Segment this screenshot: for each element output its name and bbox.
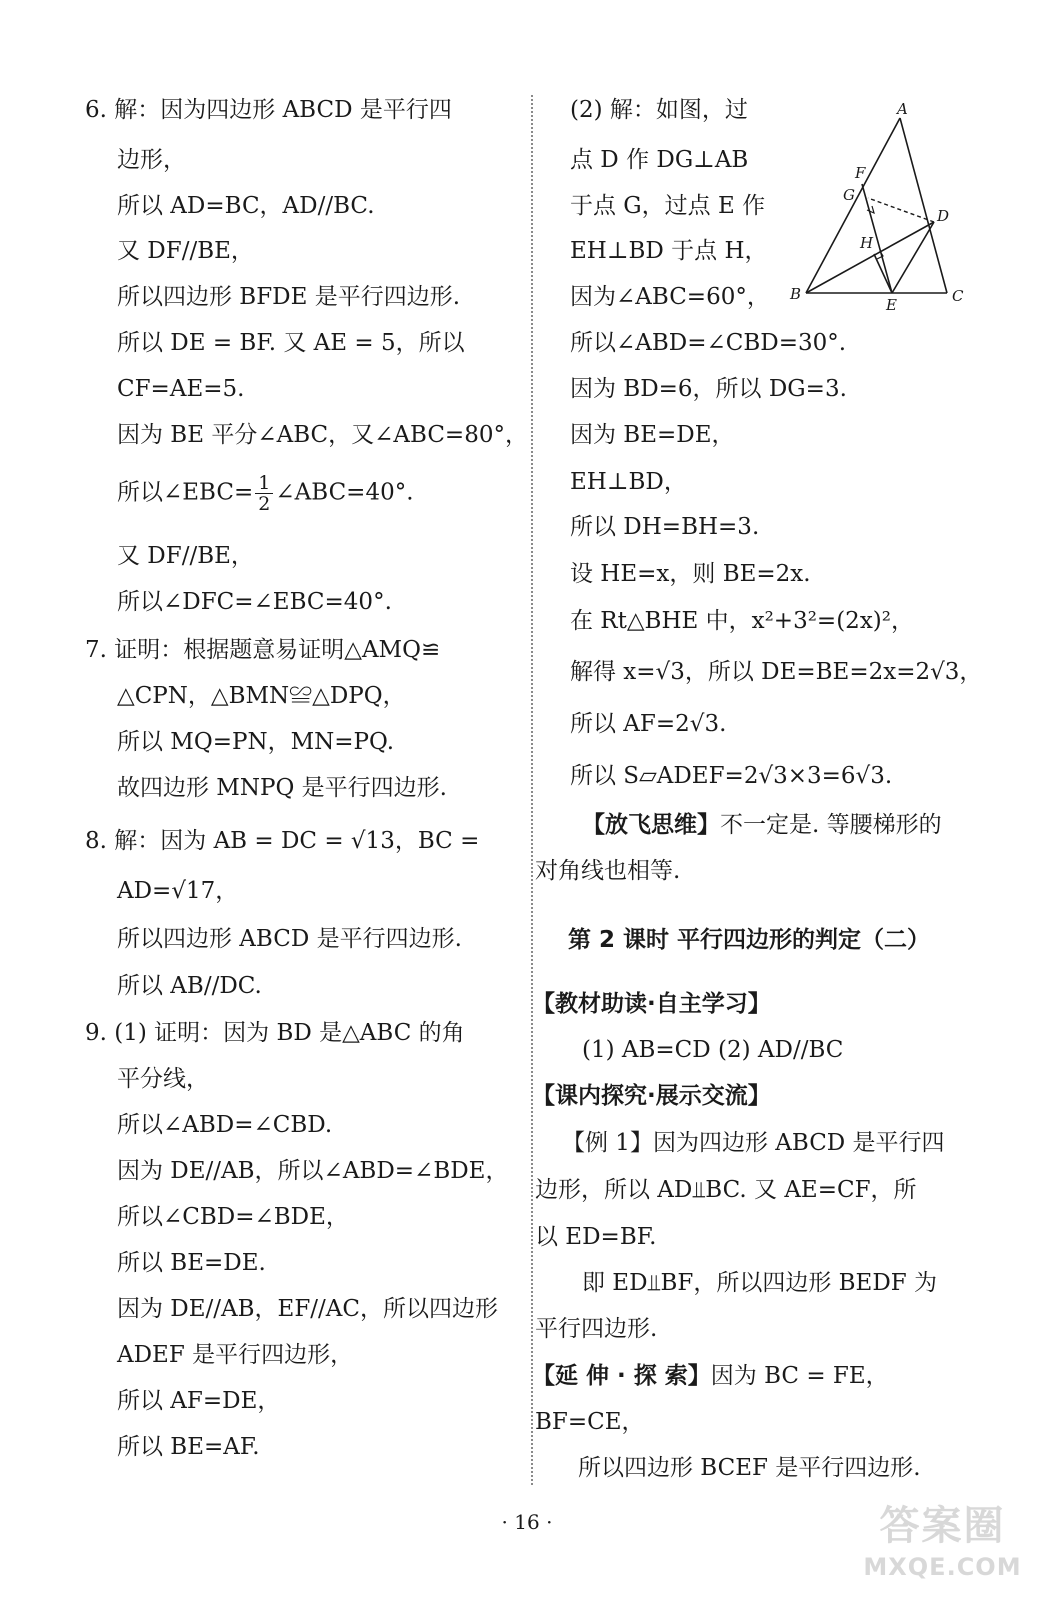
section-label: 【延 伸 · 探 索】 [532,1363,711,1389]
watermark-logo [855,1500,1030,1592]
section-heading: 【课内探究·展示交流】 [532,1083,771,1109]
text-line: 所以∠ABD=∠CBD=30°. [570,330,847,356]
label-e: E [886,296,897,314]
text-line: 所以∠ABD=∠CBD. [117,1112,333,1138]
label-a: A [897,100,908,118]
text-line: BF=CE， [535,1409,645,1435]
label-g: G [843,186,855,204]
text-line: 【例 1】因为四边形 ABCD 是平行四 [562,1130,945,1156]
text-line: 解得 x=√3，所以 DE=BE=2x=2√3， [570,659,983,685]
text-line: 以 ED=BF. [535,1224,657,1250]
text-line: 6. 解：因为四边形 ABCD 是平行四 [85,97,452,123]
text-line: △CPN，△BMN≌△DPQ， [117,683,406,709]
text-line: 所以 AB//DC. [117,973,262,999]
label-d: D [937,207,950,225]
text-line: 所以 S▱ADEF=2√3×3=6√3. [570,763,893,789]
text-line [582,810,942,840]
label-f: F [855,164,866,182]
text-line: 又 DF//BE， [117,238,254,264]
text-line: 所以 AF=DE， [117,1388,281,1414]
text-line: 对角线也相等. [535,858,681,884]
section-text: 不一定是. 等腰梯形的 [720,812,942,838]
column-divider [531,95,533,1485]
text-line: 因为 BD=6，所以 DG=3. [570,376,847,402]
text-line: 所以四边形 BFDE 是平行四边形. [117,284,461,310]
text-line: 边形，所以 AD⫫BC. 又 AE=CF，所 [535,1177,917,1203]
text-line: 因为 DE//AB，所以∠ABD=∠BDE， [117,1158,509,1184]
text-line: 所以 BE=AF. [117,1434,260,1460]
text-line: 在 Rt△BHE 中，x²+3²=(2x)²， [570,608,914,634]
section-text: 因为 BC = FE， [710,1363,889,1389]
text-line: 因为 DE//AB，EF//AC，所以四边形 [117,1296,499,1322]
lesson-heading: 第 2 课时 平行四边形的判定（二） [568,927,931,953]
fraction-numerator: 1 [255,473,273,494]
watermark-bottom: MXQE.COM [863,1553,1022,1581]
fraction-denominator: 2 [258,493,271,515]
text-line: 又 DF//BE， [117,543,254,569]
text-line: AD=√17， [117,878,239,904]
fraction-suffix: ∠ABC=40°. [275,479,414,506]
text-line: 所以∠DFC=∠EBC=40°. [117,589,392,615]
text-line: 平分线， [117,1066,209,1092]
watermark-top: 答案圈 [879,1503,1006,1549]
text-line: EH⊥BD 于点 H， [570,238,768,264]
text-line: 因为∠ABC=60°， [570,284,770,310]
text-line: 所以四边形 ABCD 是平行四边形. [117,926,462,952]
section-label: 【放飞思维】 [582,812,720,838]
triangle-figure [782,100,972,320]
text-line: 所以 BE=DE. [117,1250,266,1276]
fraction-line [117,473,414,514]
text-line: (2) 解：如图，过 [570,97,748,123]
text-line: 点 D 作 DG⊥AB [570,147,749,173]
text-line: 所以 DH=BH=3. [570,514,760,540]
label-c: C [952,287,964,305]
fraction-half [255,473,273,514]
text-line: 所以∠CBD=∠BDE， [117,1204,349,1230]
text-line [532,1361,889,1391]
text-line: 即 ED⫫BF，所以四边形 BEDF 为 [582,1270,938,1296]
page-number: · 16 · [501,1510,553,1534]
section-heading: 【教材助读·自主学习】 [532,991,771,1017]
text-line: 边形， [117,147,186,173]
text-line: 平行四边形. [535,1316,658,1342]
text-line: 故四边形 MNPQ 是平行四边形. [117,775,447,801]
text-line: 所以 AF=2√3. [570,711,727,737]
text-line: 所以四边形 BCEF 是平行四边形. [578,1455,921,1481]
fraction-prefix: 所以∠EBC= [117,479,254,506]
text-line: ADEF 是平行四边形， [117,1342,354,1368]
text-line: 因为 BE 平分∠ABC，又∠ABC=80°， [117,422,528,448]
text-line: 因为 BE=DE， [570,422,735,448]
text-line: CF=AE=5. [117,376,245,402]
text-line: EH⊥BD， [570,469,687,495]
text-line: 8. 解：因为 AB = DC = √13，BC = [85,828,480,854]
text-line: 9. (1) 证明：因为 BD 是△ABC 的角 [85,1020,465,1046]
text-line: 于点 G，过点 E 作 [570,193,766,219]
text-line: 设 HE=x，则 BE=2x. [570,561,811,587]
answer-line: (1) AB=CD (2) AD//BC [582,1037,844,1063]
text-line: 所以 MQ=PN，MN=PQ. [117,729,395,755]
label-b: B [790,285,802,303]
text-line: 所以 AD=BC，AD//BC. [117,193,375,219]
text-line: 7. 证明：根据题意易证明△AMQ≌ [85,637,441,663]
label-h: H [860,234,874,252]
text-line: 所以 DE = BF. 又 AE = 5，所以 [117,330,465,356]
segment-de [892,222,934,293]
